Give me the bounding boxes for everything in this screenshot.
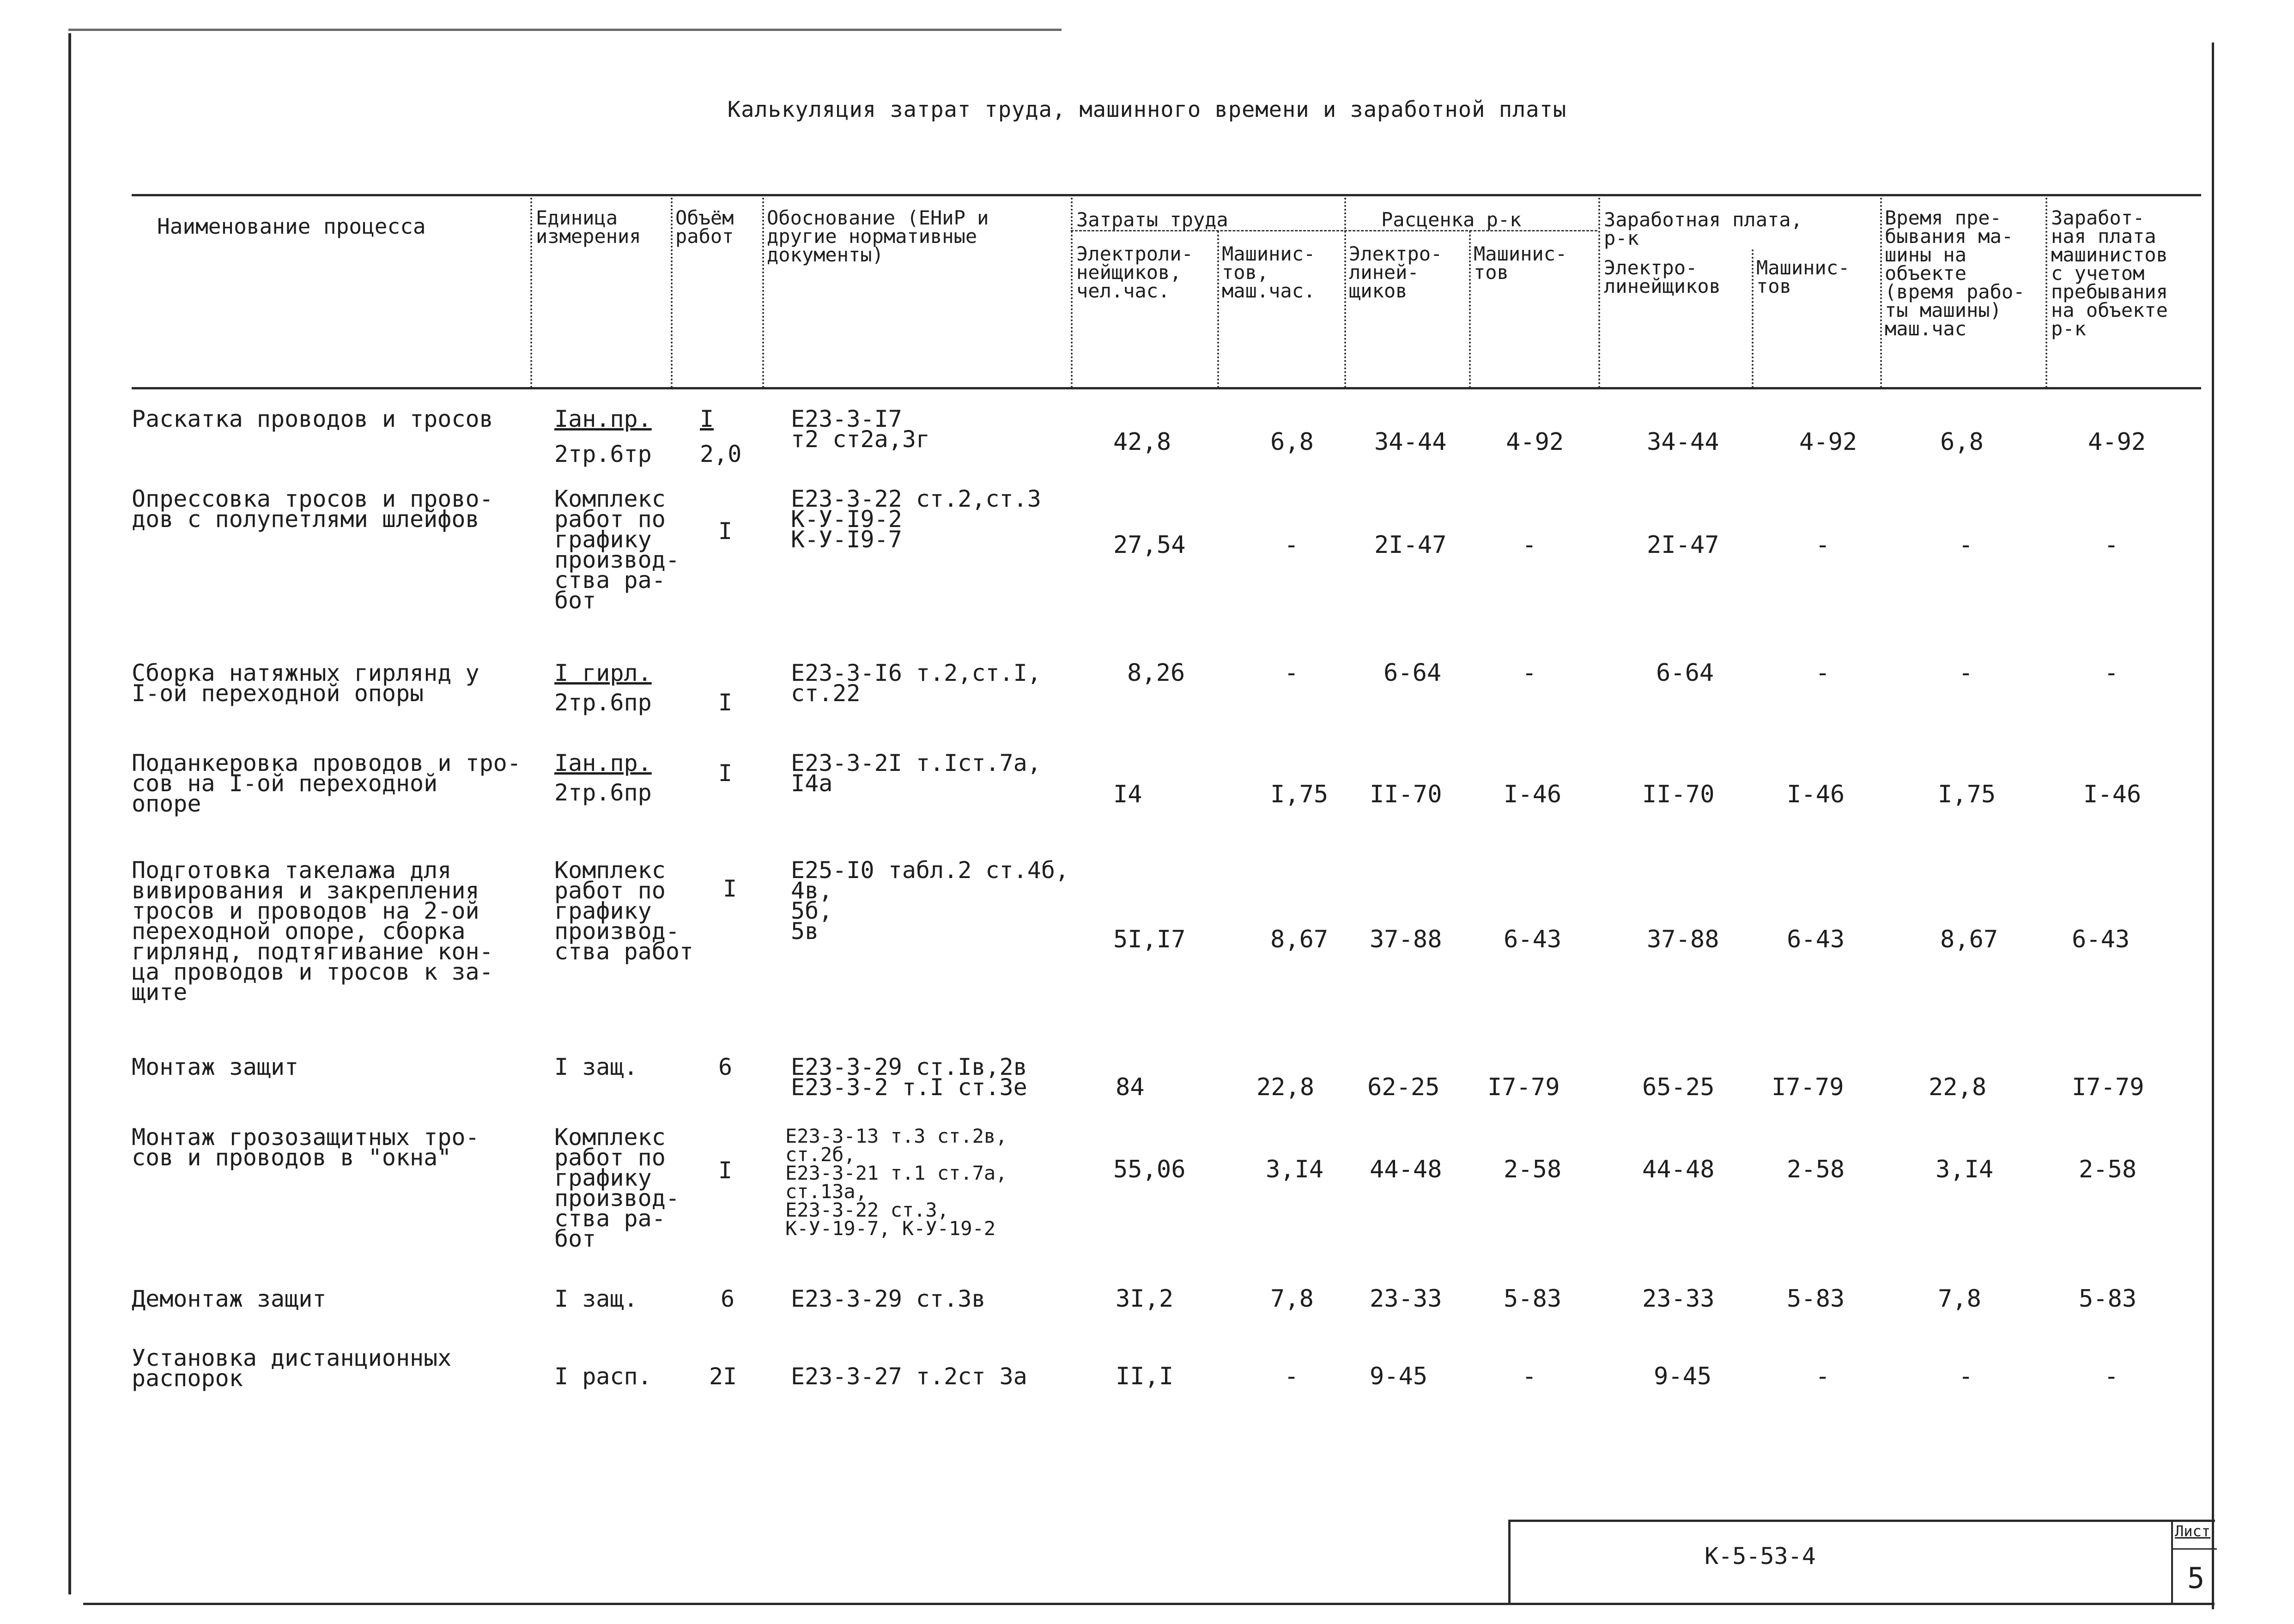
volume-numerator: I bbox=[700, 406, 714, 432]
wage-machinists: 6-43 bbox=[1787, 926, 1845, 953]
header-wage-electricians: Электро- линейщиков bbox=[1604, 256, 1721, 297]
labor-machinists: I,75 bbox=[1270, 781, 1329, 808]
wage-electricians: 9-45 bbox=[1654, 1363, 1712, 1390]
table-header-top-rule bbox=[132, 194, 2201, 196]
machine-time: 8,67 bbox=[1940, 926, 1998, 953]
wage-electricians: 37-88 bbox=[1647, 926, 1719, 953]
rate-machinists: I7-79 bbox=[1487, 1073, 1560, 1101]
process-name: Установка дистанционных распорок bbox=[132, 1345, 452, 1392]
header-rate: Расценка р-к bbox=[1381, 208, 1522, 231]
rate-machinists: - bbox=[1522, 659, 1537, 687]
volume: 6 bbox=[718, 1054, 733, 1080]
machinist-wage: 4-92 bbox=[2088, 428, 2146, 456]
rate-machinists: 5-83 bbox=[1504, 1285, 1562, 1313]
labor-machinists: - bbox=[1284, 659, 1299, 687]
unit: Комплекс работ по графику производ- ства ра- бот bbox=[554, 485, 680, 614]
process-name: Сборка натяжных гирлянд у I-ой переходной опоры bbox=[132, 660, 479, 707]
column-separator bbox=[1217, 231, 1219, 388]
rate-machinists: 4-92 bbox=[1506, 428, 1564, 456]
header-basis: Обоснование (ЕНиР и другие нормативные документы) bbox=[767, 206, 989, 266]
wage-machinists: - bbox=[1815, 531, 1830, 559]
unit: I защ. bbox=[554, 1054, 638, 1080]
frame-right-line bbox=[2212, 42, 2214, 1609]
rate-machinists: 2-58 bbox=[1504, 1156, 1562, 1183]
sheet-label: Лист bbox=[2175, 1522, 2211, 1540]
column-separator bbox=[1344, 194, 1346, 388]
wage-electricians: II-70 bbox=[1642, 781, 1715, 808]
unit: Комплекс работ по графику производ- ства ра- бот bbox=[554, 1124, 680, 1252]
machine-time: 7,8 bbox=[1938, 1285, 1981, 1313]
column-separator bbox=[1598, 194, 1600, 388]
process-name: Демонтаж защит bbox=[132, 1285, 327, 1312]
labor-electricians: 84 bbox=[1116, 1073, 1145, 1101]
wage-machinists: I-46 bbox=[1787, 781, 1845, 808]
rate-machinists: 6-43 bbox=[1504, 926, 1562, 953]
basis: Е23-3-29 ст.Iв,2в Е23-3-2 т.I ст.3е bbox=[791, 1054, 1027, 1101]
unit: I защ. bbox=[554, 1285, 638, 1312]
unit-denominator: 2тр.6тр bbox=[554, 441, 652, 467]
header-wage: Заработная плата, р-к bbox=[1604, 208, 1802, 249]
wage-electricians: 44-48 bbox=[1642, 1156, 1715, 1183]
column-separator bbox=[1752, 249, 1754, 388]
machine-time: - bbox=[1959, 531, 1973, 559]
process-name: Монтаж грозозащитных тро- сов и проводов в "окна" bbox=[132, 1124, 479, 1171]
wage-machinists: I7-79 bbox=[1772, 1073, 1844, 1101]
basis: Е25-I0 табл.2 ст.4б, 4в, 5б, 5в bbox=[791, 857, 1069, 945]
rate-machinists: I-46 bbox=[1504, 781, 1562, 808]
machine-time: - bbox=[1959, 1363, 1973, 1390]
rate-electricians: 23-33 bbox=[1370, 1285, 1442, 1313]
column-separator bbox=[1880, 194, 1882, 388]
wage-machinists: 4-92 bbox=[1799, 428, 1857, 456]
column-separator bbox=[1469, 231, 1471, 388]
table-header-bottom-rule bbox=[132, 387, 2201, 389]
frame-left-line bbox=[68, 33, 71, 1594]
header-machine-time: Время пре- бывания ма- шины на объекте (время рабо- ты машины) маш.час bbox=[1885, 206, 2025, 340]
wage-electricians: 23-33 bbox=[1642, 1285, 1715, 1313]
header-process-name: Наименование процесса bbox=[157, 214, 426, 239]
process-name: Монтаж защит bbox=[132, 1054, 299, 1080]
labor-electricians: 3I,2 bbox=[1116, 1285, 1174, 1313]
unit-numerator: I гирл. bbox=[554, 660, 652, 686]
header-unit: Единица измерения bbox=[536, 206, 641, 248]
wage-electricians: 65-25 bbox=[1642, 1073, 1715, 1101]
wage-electricians: 2I-47 bbox=[1647, 531, 1719, 559]
rate-electricians: 37-88 bbox=[1370, 926, 1442, 953]
labor-electricians: 5I,I7 bbox=[1113, 926, 1186, 953]
rate-electricians: II-70 bbox=[1370, 781, 1442, 808]
frame-top-line bbox=[68, 29, 1062, 31]
column-separator bbox=[671, 194, 673, 388]
header-machinist-wage: Заработ- ная плата машинистов с учетом пребывания на объекте р-к bbox=[2051, 206, 2168, 340]
process-name: Поданкеровка проводов и тро- сов на I-ой переходной опоре bbox=[132, 750, 521, 817]
wage-machinists: - bbox=[1815, 1363, 1830, 1390]
machine-time: 3,I4 bbox=[1936, 1156, 1994, 1183]
process-name: Опрессовка тросов и прово- дов с полупетлями шлейфов bbox=[132, 485, 493, 533]
labor-electricians: 8,26 bbox=[1127, 659, 1185, 687]
basis: Е23-3-22 ст.2,ст.3 К-У-I9-2 К-У-I9-7 bbox=[791, 485, 1041, 553]
wage-machinists: 2-58 bbox=[1787, 1156, 1845, 1183]
header-labor: Затраты труда bbox=[1076, 208, 1228, 231]
wage-electricians: 6-64 bbox=[1656, 659, 1714, 687]
rate-electricians: 34-44 bbox=[1374, 428, 1447, 456]
rate-machinists: - bbox=[1522, 531, 1537, 559]
header-wage-machinists: Машинис- тов bbox=[1756, 256, 1850, 297]
column-separator bbox=[1071, 194, 1073, 388]
machinist-wage: - bbox=[2104, 1363, 2119, 1390]
rate-electricians: 9-45 bbox=[1370, 1363, 1428, 1390]
labor-machinists: - bbox=[1284, 531, 1299, 559]
machinist-wage: 6-43 bbox=[2072, 926, 2130, 953]
basis: Е23-3-I7 т2 ст2а,3г bbox=[791, 406, 930, 453]
rate-electricians: 62-25 bbox=[1367, 1073, 1440, 1101]
rate-machinists: - bbox=[1522, 1363, 1537, 1390]
unit: Комплекс работ по графику производ- ства работ bbox=[554, 857, 694, 965]
machine-time: - bbox=[1959, 659, 1973, 687]
labor-electricians: 42,8 bbox=[1113, 428, 1171, 456]
labor-machinists: 22,8 bbox=[1256, 1073, 1315, 1101]
machine-time: I,75 bbox=[1938, 781, 1996, 808]
header-labor-electricians: Электроли- нейщиков, чел.час. bbox=[1076, 242, 1193, 302]
process-name: Раскатка проводов и тросов bbox=[132, 406, 493, 432]
process-name: Подготовка такелажа для вивирования и закрепления тросов и проводов на 2-ой переходной опоре, сборка гирлянд, подтягивание кон- ца проводов и тросов к за- щите bbox=[132, 857, 493, 1006]
volume: I bbox=[723, 875, 737, 902]
labor-machinists: 6,8 bbox=[1270, 428, 1314, 456]
labor-machinists: 8,67 bbox=[1270, 926, 1329, 953]
rate-electricians: 2I-47 bbox=[1374, 531, 1447, 559]
machinist-wage: 2-58 bbox=[2079, 1156, 2137, 1183]
document-title: Калькуляция затрат труда, машинного времени и заработной платы bbox=[727, 97, 1567, 122]
machine-time: 22,8 bbox=[1929, 1073, 1987, 1101]
header-labor-machinists: Машинис- тов, маш.час. bbox=[1222, 242, 1316, 302]
sheet-number: 5 bbox=[2187, 1561, 2205, 1595]
labor-electricians: 27,54 bbox=[1113, 531, 1186, 559]
basis: Е23-3-27 т.2ст 3а bbox=[791, 1363, 1027, 1390]
rate-electricians: 44-48 bbox=[1370, 1156, 1442, 1183]
labor-electricians: 55,06 bbox=[1113, 1156, 1186, 1183]
wage-machinists: 5-83 bbox=[1787, 1285, 1845, 1313]
unit-numerator: Iан.пр. bbox=[554, 750, 652, 776]
volume-denominator: 2,0 bbox=[700, 441, 742, 467]
volume: I bbox=[718, 518, 733, 545]
volume: 6 bbox=[721, 1285, 735, 1312]
labor-machinists: 3,I4 bbox=[1266, 1156, 1324, 1183]
wage-machinists: - bbox=[1815, 659, 1830, 687]
rate-electricians: 6-64 bbox=[1384, 659, 1442, 687]
labor-machinists: 7,8 bbox=[1270, 1285, 1314, 1313]
labor-machinists: - bbox=[1284, 1363, 1299, 1390]
labor-electricians: II,I bbox=[1116, 1363, 1174, 1390]
basis: Е23-3-29 ст.3в bbox=[791, 1285, 986, 1312]
labor-electricians: I4 bbox=[1113, 781, 1142, 808]
unit-numerator: Iан.пр. bbox=[554, 406, 652, 432]
machinist-wage: - bbox=[2104, 531, 2119, 559]
volume: I bbox=[718, 689, 733, 716]
unit: I расп. bbox=[554, 1363, 652, 1390]
unit-denominator: 2тр.6пр bbox=[554, 779, 652, 806]
volume: I bbox=[718, 1157, 733, 1184]
machinist-wage: I-46 bbox=[2083, 781, 2142, 808]
header-volume: Объём работ bbox=[675, 206, 734, 248]
basis: Е23-3-13 т.3 ст.2в, ст.2б, Е23-3-21 т.1 ст.7а, ст.13а, Е23-3-22 ст.3, К-У-19-7, К-У-19-2 bbox=[785, 1125, 1007, 1240]
title-block bbox=[1508, 1520, 2215, 1605]
column-separator bbox=[530, 194, 532, 388]
machine-time: 6,8 bbox=[1940, 428, 1984, 456]
volume: I bbox=[718, 760, 733, 787]
volume: 2I bbox=[709, 1363, 737, 1390]
unit-denominator: 2тр.6пр bbox=[554, 689, 652, 716]
machinist-wage: 5-83 bbox=[2079, 1285, 2137, 1313]
header-rate-machinists: Машинис- тов bbox=[1474, 242, 1567, 284]
basis: Е23-3-2I т.Iст.7а, I4а bbox=[791, 750, 1041, 797]
machinist-wage: I7-79 bbox=[2072, 1073, 2144, 1101]
wage-electricians: 34-44 bbox=[1647, 428, 1719, 456]
column-separator bbox=[762, 194, 764, 388]
machinist-wage: - bbox=[2104, 659, 2119, 687]
header-rate-electricians: Электро- линей- щиков bbox=[1349, 242, 1443, 302]
document-code: К-5-53-4 bbox=[1705, 1543, 1816, 1569]
basis: Е23-3-I6 т.2,ст.I, ст.22 bbox=[791, 660, 1041, 707]
column-separator bbox=[2045, 194, 2047, 388]
